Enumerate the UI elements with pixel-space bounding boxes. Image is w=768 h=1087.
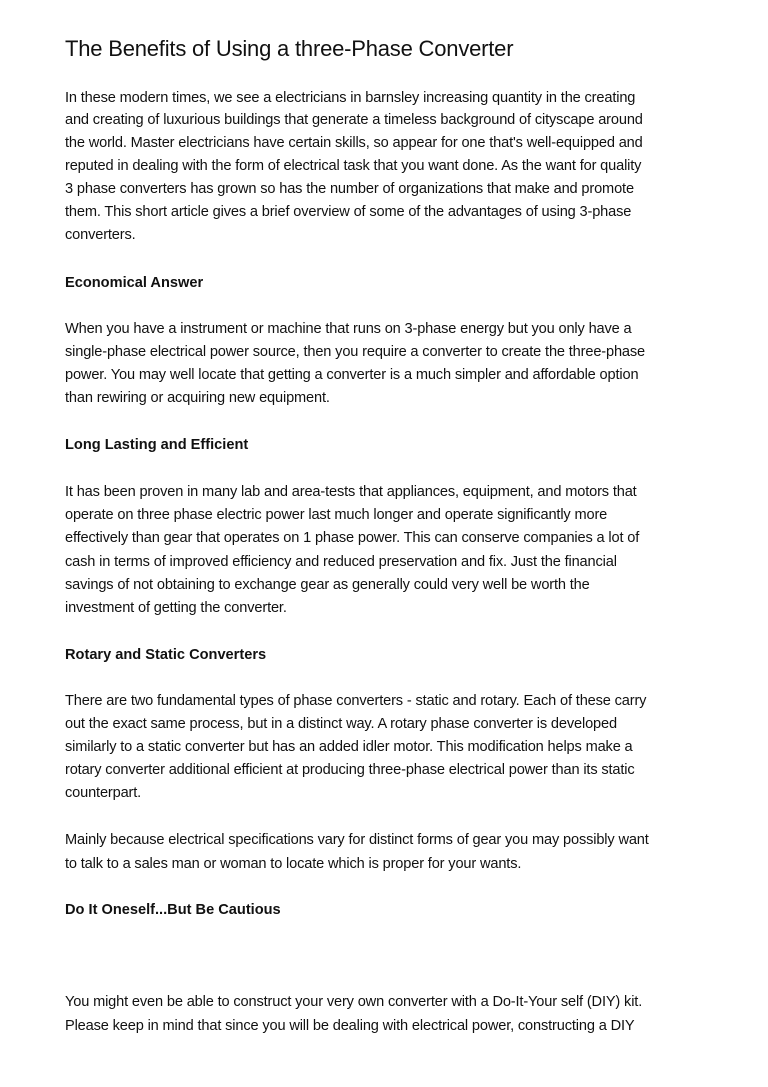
text-line: When you have a instrument or machine that runs on 3-phase energy but you only have a (65, 321, 632, 337)
text-line: them. This short article gives a brief overview of some of the advantages of using 3-phase (65, 204, 632, 220)
text-line: single-phase electrical power source, then you require a converter to create the three-phase (65, 344, 646, 360)
text-line: similarly to a static converter but has an added idler motor. This modification helps make a (65, 739, 633, 755)
section-heading: Long Lasting and Efficient (65, 437, 249, 453)
text-line: 3 phase converters has grown so has the number of organizations that make and promote (65, 181, 634, 197)
text-line: than rewiring or acquiring new equipment. (65, 390, 330, 406)
text-line: Please keep in mind that since you will be dealing with electrical power, constructing a DIY (65, 1018, 635, 1034)
text-line: and creating of luxurious buildings that generate a timeless background of cityscape around (65, 112, 643, 128)
text-line: counterpart. (65, 785, 142, 801)
text-line: out the exact same process, but in a distinct way. A rotary phase converter is developed (65, 716, 617, 732)
text-line: the world. Master electricians have certain skills, so appear for one that's well-equipped and (65, 135, 643, 151)
text-line: effectively than gear that operates on 1 phase power. This can conserve companies a lot of (65, 530, 640, 546)
text-line: converters. (65, 227, 136, 243)
text-line: investment of getting the converter. (65, 600, 287, 616)
text-line: to talk to a sales man or woman to locate which is proper for your wants. (65, 856, 522, 872)
text-line: It has been proven in many lab and area-tests that appliances, equipment, and motors that (65, 484, 637, 500)
text-line: power. You may well locate that getting a converter is a much simpler and affordable option (65, 367, 639, 383)
section-heading: Economical Answer (65, 275, 204, 291)
page-title: The Benefits of Using a three-Phase Converter (65, 36, 514, 61)
text-line: You might even be able to construct your very own converter with a Do-It-Your self (DIY) kit. (65, 994, 643, 1010)
text-line: reputed in dealing with the form of electrical task that you want done. As the want for quality (65, 158, 642, 174)
text-line: rotary converter additional efficient at producing three-phase electrical power than its static (65, 762, 635, 778)
text-line: operate on three phase electric power last much longer and operate significantly more (65, 507, 608, 523)
text-line: In these modern times, we see a electricians in barnsley increasing quantity in the creating (65, 90, 636, 106)
text-line: savings of not obtaining to exchange gear as generally could very well be worth the (65, 577, 590, 593)
text-line: There are two fundamental types of phase converters - static and rotary. Each of these carry (65, 693, 647, 709)
text-line: Mainly because electrical specifications vary for distinct forms of gear you may possibly want (65, 832, 649, 848)
text-line: cash in terms of improved efficiency and reduced preservation and fix. Just the financial (65, 554, 617, 570)
section-heading: Do It Oneself...But Be Cautious (65, 902, 281, 918)
section-heading: Rotary and Static Converters (65, 647, 267, 663)
